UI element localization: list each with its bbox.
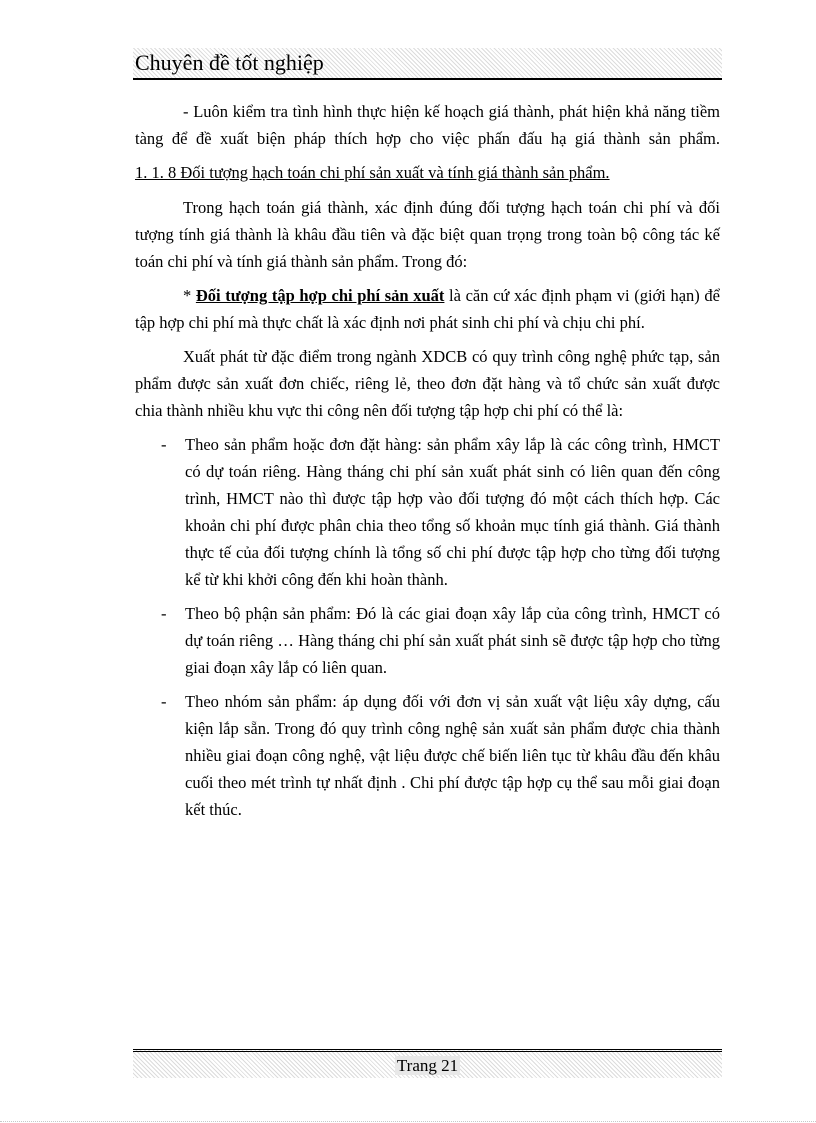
list-item: - Theo sản phẩm hoặc đơn đặt hàng: sản phẩm xây lắp là các công trình, HMCT có dự toán riêng. Hàng tháng chi phí sản xuất phát sinh có liên quan đến công trình, HMCT nào thì được tập hợp vào đối tượng đó một cách thích hợp. Các khoản chi phí được phân chia theo tổng số khoản mục tính giá thành. Giá thành thực tế của đối tượng chính là tổng số chi phí được tập hợp cho từng đối tượng kể từ khi khởi công đến khi hoàn thành. [135, 431, 720, 593]
page-number: Trang 21 [396, 1056, 459, 1075]
cost-object-list [135, 431, 720, 823]
section-title: 1. 1. 8 Đối tượng hạch toán chi phí sản xuất và tính giá thành sản phẩm. [135, 163, 610, 182]
list-item: - Theo nhóm sản phẩm: áp dụng đối với đơn vị sản xuất vật liệu xây dựng, cấu kiện lắp sẵn. Trong đó quy trình công nghệ sản xuất sản phẩm được chia thành nhiều giai đoạn công nghệ, vật liệu được chế biến liên tục từ khâu đầu đến khâu cuối theo mét trình tự nhất định . Chi phí được tập hợp cụ thể sau mỗi giai đoạn kết thúc. [135, 688, 720, 823]
page-edge-divider [0, 1121, 816, 1122]
definition-text: là căn cứ xác định phạm vi (giới hạn) để tập hợp chi phí mà thực chất là xác định nơi phát sinh chi phí và chịu chi phí. [135, 286, 720, 332]
paragraph-intro: Trong hạch toán giá thành, xác định đúng đối tượng hạch toán chi phí và đối tượng tính giá thành là khâu đầu tiên và đặc biệt quan trọng trong toàn bộ công tác kế toán chi phí và tính giá thành sản phẩm. Trong đó: [135, 198, 720, 271]
list-item: - Theo bộ phận sản phẩm: Đó là các giai đoạn xây lắp của công trình, HMCT có dự toán riêng … Hàng tháng chi phí sản xuất phát sinh sẽ được tập hợp cho từng giai đoạn xây lắp có liên quan. [135, 600, 720, 681]
paragraph-definition [135, 282, 720, 336]
page-header [133, 48, 722, 80]
header-title: Chuyên đề tốt nghiệp [135, 50, 324, 75]
definition-prefix: * [183, 286, 196, 305]
definition-term: Đối tượng tập hợp chi phí sản xuất [195, 286, 445, 305]
document-body [135, 98, 720, 830]
paragraph-origin: Xuất phát từ đặc điểm trong ngành XDCB có quy trình công nghệ phức tạp, sản phẩm được sản xuất đơn chiếc, riêng lẻ, theo đơn đặt hàng và tổ chức sản xuất được chia thành nhiều khu vực thi công nên đối tượng tập hợp chi phí có thể là: [135, 347, 720, 420]
page-footer [133, 1049, 722, 1078]
paragraph-goal: - Luôn kiểm tra tình hình thực hiện kế hoạch giá thành, phát hiện khả năng tiềm tàng để đề xuất biện pháp thích hợp cho việc phấn đấu hạ giá thành sản phẩm. [135, 102, 720, 148]
